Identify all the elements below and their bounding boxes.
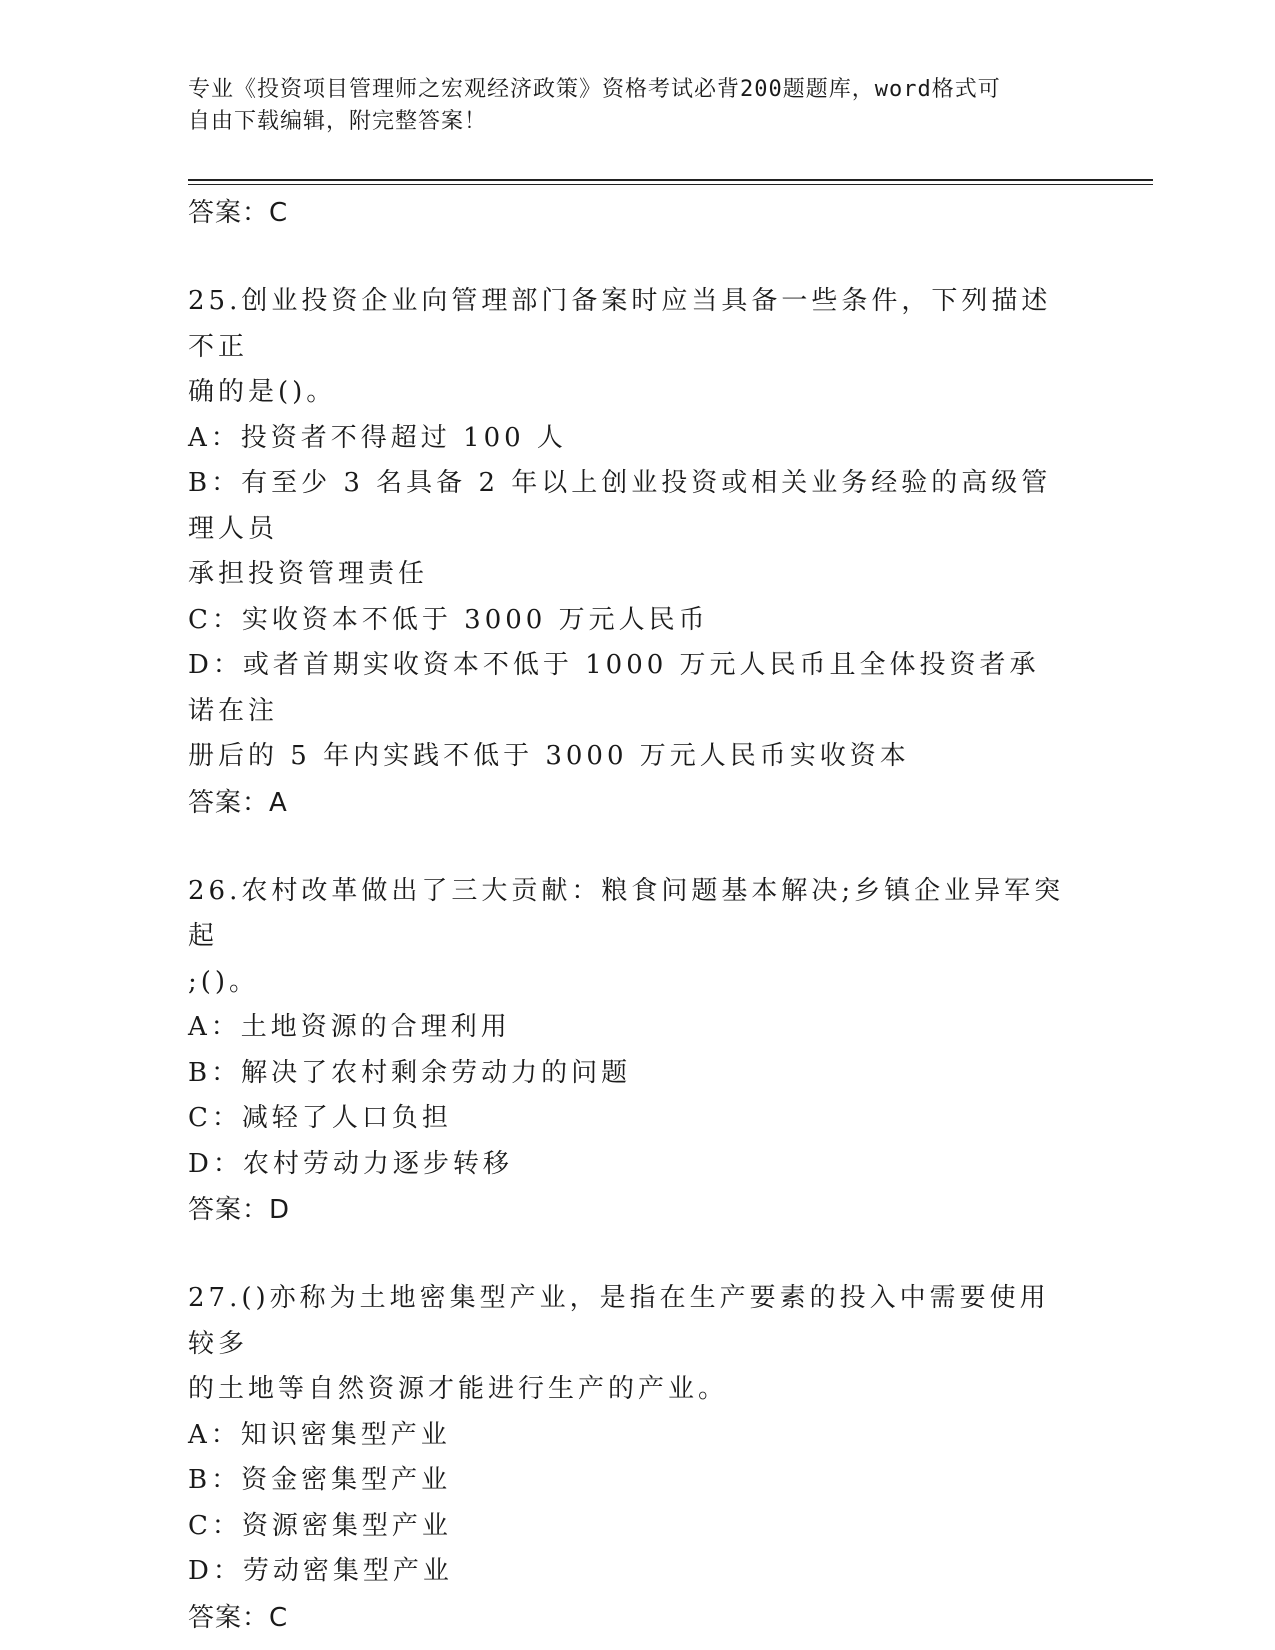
option-d: D：或者首期实收资本不低于 1000 万元人民币且全体投资者承诺在注 — [188, 650, 1040, 726]
header-divider-thin — [188, 184, 1153, 185]
option-c: C：资源密集型产业 — [188, 1510, 452, 1541]
option-d-continued: 册后的 5 年内实践不低于 3000 万元人民币实收资本 — [188, 741, 910, 771]
option-d: D：农村劳动力逐步转移 — [188, 1148, 513, 1179]
question-25 — [188, 279, 1068, 826]
question-stem-line: 26.农村改革做出了三大贡献：粮食问题基本解决;乡镇企业异军突起 — [188, 875, 1065, 951]
option-a: A：土地资源的合理利用 — [188, 1012, 511, 1042]
answer-line: 答案：D — [188, 1195, 291, 1225]
question-stem-line: 25.创业投资企业向管理部门备案时应当具备一些条件，下列描述不正 — [188, 286, 1052, 362]
question-26 — [188, 869, 1068, 1234]
question-list — [188, 190, 1068, 1641]
option-d: D：劳动密集型产业 — [188, 1556, 453, 1586]
header-divider-thick — [188, 179, 1153, 181]
header-line-1: 专业《投资项目管理师之宏观经济政策》资格考试必背200题题库，word格式可 — [188, 77, 1001, 102]
answer-line: 答案：A — [188, 787, 288, 818]
option-a: A：知识密集型产业 — [188, 1419, 451, 1450]
question-27 — [188, 1276, 1068, 1641]
document-header — [188, 74, 1068, 138]
option-b-continued: 承担投资管理责任 — [188, 559, 429, 589]
previous-answer: 答案：C — [188, 198, 289, 228]
option-a: A：投资者不得超过 100 人 — [188, 422, 567, 453]
option-b: B：有至少 3 名具备 2 年以上创业投资或相关业务经验的高级管理人员 — [188, 468, 1052, 544]
answer-line: 答案：C — [188, 1602, 289, 1633]
question-stem-line: ;()。 — [188, 966, 260, 997]
question-stem-line: 确的是()。 — [188, 377, 337, 407]
question-stem-line: 27.()亦称为土地密集型产业，是指在生产要素的投入中需要使用较多 — [188, 1283, 1050, 1359]
option-b: B：资金密集型产业 — [188, 1465, 452, 1495]
option-b: B：解决了农村剩余劳动力的问题 — [188, 1057, 632, 1088]
header-line-2: 自由下载编辑，附完整答案！ — [188, 109, 488, 134]
option-c: C：减轻了人口负担 — [188, 1103, 452, 1133]
question-stem-line: 的土地等自然资源才能进行生产的产业。 — [188, 1374, 729, 1404]
option-c: C：实收资本不低于 3000 万元人民币 — [188, 604, 709, 635]
